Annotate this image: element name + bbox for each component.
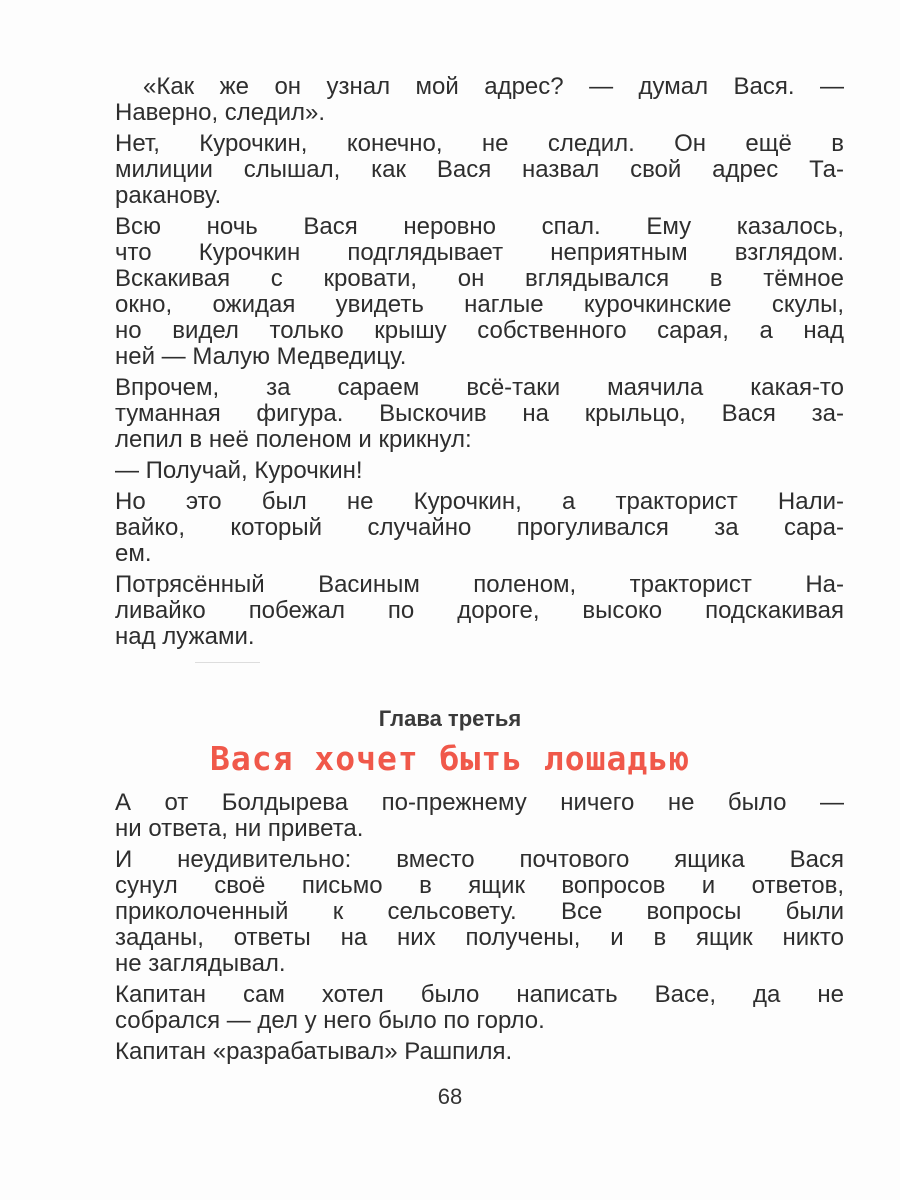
text-line: Впрочем, за сараем всё-таки маячила какая-то — [115, 374, 844, 401]
paragraph — [115, 1039, 844, 1065]
text-line: туманная фигура. Выскочив на крыльцо, Вася за- — [115, 400, 844, 427]
paragraph — [115, 74, 844, 126]
paragraph — [115, 214, 844, 370]
text-line: не заглядывал. — [115, 950, 286, 977]
paragraph — [115, 375, 844, 453]
text-section-1 — [115, 74, 844, 650]
text-line: ливайко побежал по дороге, высоко подскакивая — [115, 597, 844, 624]
divider — [195, 662, 260, 663]
text-line: окно, ожидая увидеть наглые курочкинские скулы, — [115, 291, 844, 318]
text-line: собрался — дел у него было по горло. — [115, 1007, 545, 1034]
text-line: милиции слышал, как Вася назвал свой адрес Та- — [115, 156, 844, 183]
text-line: — Получай, Курочкин! — [115, 457, 363, 484]
text-line: заданы, ответы на них получены, и в ящик никто — [115, 924, 844, 951]
text-line: А от Болдырева по-прежнему ничего не было — — [115, 789, 844, 816]
text-line: лепил в неё поленом и крикнул: — [115, 426, 472, 453]
paragraph — [115, 982, 844, 1034]
paragraph — [115, 458, 844, 484]
text-line: «Как же он узнал мой адрес? — думал Вася. — — [143, 73, 844, 100]
chapter-label: Глава третья — [378, 706, 522, 731]
text-line: что Курочкин подглядывает неприятным взглядом. — [115, 239, 844, 266]
text-line: Вскакивая с кровати, он вглядывался в тёмное — [115, 265, 844, 292]
paragraph — [115, 790, 844, 842]
text-line: ни ответа, ни привета. — [115, 815, 364, 842]
page-number: 68 — [437, 1084, 463, 1109]
text-line: приколоченный к сельсовету. Все вопросы были — [115, 898, 844, 925]
text-line: Но это был не Курочкин, а тракторист Нали- — [115, 488, 844, 515]
text-section-2 — [115, 790, 844, 1065]
text-line: Наверно, следил». — [115, 99, 326, 126]
text-line: сунул своё письмо в ящик вопросов и ответов, — [115, 872, 844, 899]
text-line: Потрясённый Васиным поленом, тракторист На- — [115, 571, 844, 598]
text-line: ней — Малую Медведицу. — [115, 343, 407, 370]
paragraph — [115, 847, 844, 977]
paragraph — [115, 572, 844, 650]
text-line: но видел только крышу собственного сарая, а над — [115, 317, 844, 344]
text-line: Всю ночь Вася неровно спал. Ему казалось, — [115, 213, 844, 240]
paragraph — [115, 131, 844, 209]
text-line: Капитан «разрабатывал» Рашпиля. — [115, 1038, 513, 1065]
text-line: Нет, Курочкин, конечно, не следил. Он ещё в — [115, 130, 844, 157]
chapter-title: Вася хочет быть лошадью — [210, 739, 690, 778]
text-line: И неудивительно: вместо почтового ящика Вася — [115, 846, 844, 873]
paragraph — [115, 489, 844, 567]
text-line: вайко, который случайно прогуливался за сара- — [115, 514, 844, 541]
text-line: ем. — [115, 540, 152, 567]
text-line: над лужами. — [115, 623, 255, 650]
text-line: Капитан сам хотел было написать Васе, да не — [115, 981, 844, 1008]
text-line: раканову. — [115, 182, 222, 209]
